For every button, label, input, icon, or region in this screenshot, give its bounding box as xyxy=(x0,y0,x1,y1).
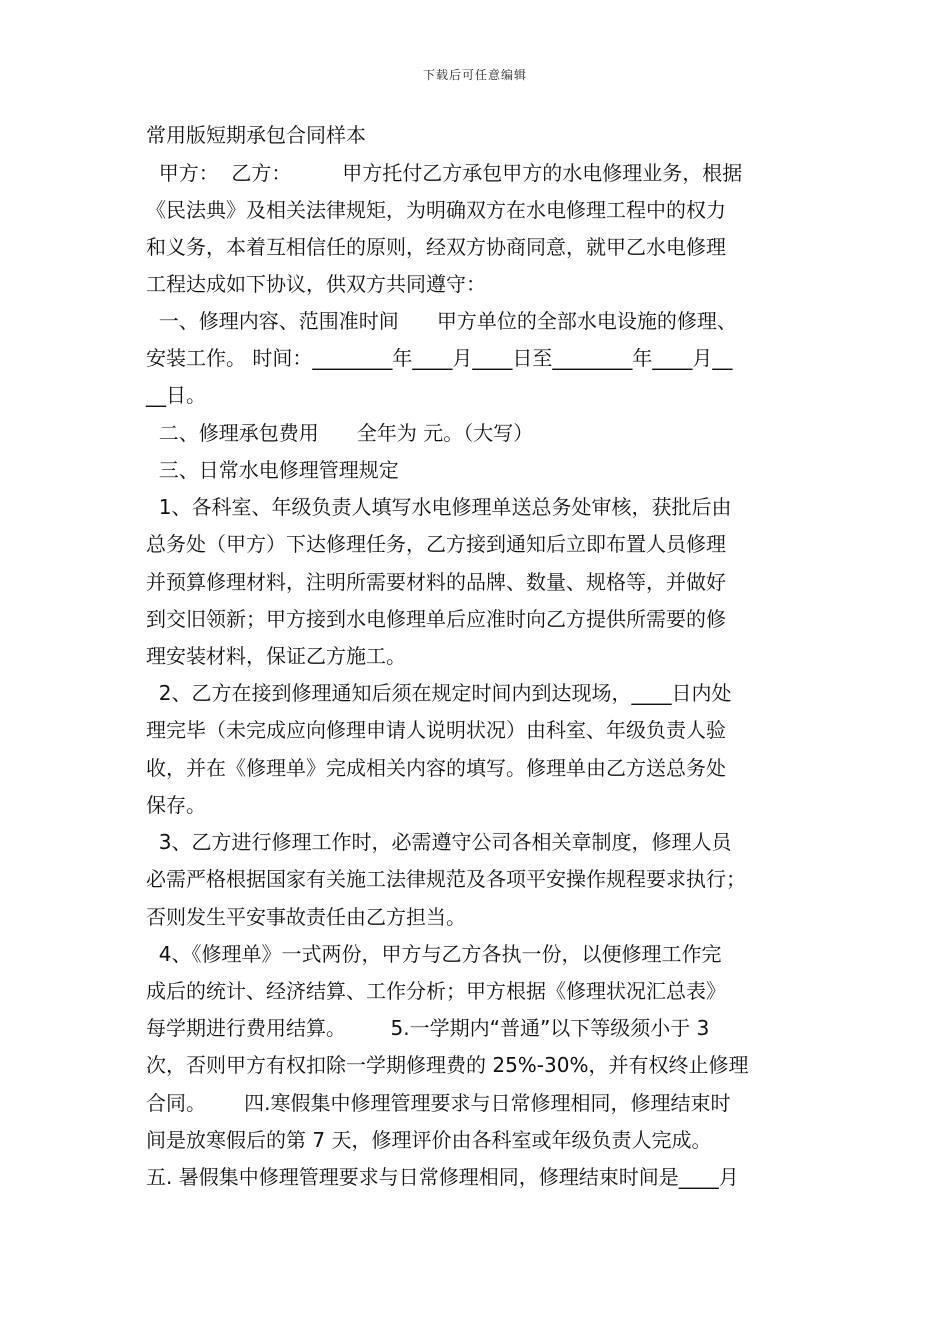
text-line: 次，否则甲方有权扣除一学期修理费的 25%-30%，并有权终止修理 xyxy=(146,1053,749,1077)
text-line: 1、各科室、年级负责人填写水电修理单送总务处审核，获批后由 xyxy=(146,495,732,519)
document-title: 常用版短期承包合同样本 xyxy=(146,123,366,147)
text-line: 理完毕（未完成应向修理申请人说明状况）由科室、年级负责人验 xyxy=(146,718,726,742)
text-line: 五. 暑假集中修理管理要求与日常修理相同，修理结束时间是____月 xyxy=(146,1165,739,1189)
text-line: 4、《修理单》一式两份，甲方与乙方各执一份，以便修理工作完 xyxy=(146,942,722,966)
text-line: 间是放寒假后的第 7 天，修理评价由各科室或年级负责人完成。 xyxy=(146,1128,712,1152)
text-line: 保存。 xyxy=(146,793,206,817)
text-line: 3、乙方进行修理工作时，必需遵守公司各相关章制度，修理人员 xyxy=(146,830,732,854)
text-line: 甲方： 乙方： 甲方托付乙方承包甲方的水电修理业务，根据 xyxy=(146,161,743,185)
text-line: 理安装材料，保证乙方施工。 xyxy=(146,644,406,668)
text-line: 2、乙方在接到修理通知后须在规定时间内到达现场，____日内处 xyxy=(146,681,732,705)
text-line: __日。 xyxy=(146,383,206,407)
section-heading: 一、修理内容、范围准时间 甲方单位的全部水电设施的修理、 xyxy=(146,309,737,333)
text-line: 到交旧领新；甲方接到水电修理单后应准时向乙方提供所需要的修 xyxy=(146,607,726,631)
text-line: 必需严格根据国家有关施工法律规范及各项平安操作规程要求执行； xyxy=(146,867,746,891)
section-heading: 三、日常水电修理管理规定 xyxy=(146,458,399,482)
section-heading: 二、修理承包费用 全年为 元。（大写） xyxy=(146,421,534,445)
text-line: 合同。 四.寒假集中修理管理要求与日常修理相同，修理结束时 xyxy=(146,1091,731,1115)
page-header: 下载后可任意编辑 xyxy=(422,68,527,82)
text-line: 安装工作。 时间：________年____月____日至________年____月__ xyxy=(146,346,733,370)
text-line: 工程达成如下协议，供双方共同遵守： xyxy=(146,272,486,296)
text-line: 和义务，本着互相信任的原则，经双方协商同意，就甲乙水电修理 xyxy=(146,235,726,259)
text-line: 成后的统计、经济结算、工作分析；甲方根据《修理状况汇总表》 xyxy=(146,979,726,1003)
text-line: 否则发生平安事故责任由乙方担当。 xyxy=(146,905,466,929)
text-line: 总务处（甲方）下达修理任务，乙方接到通知后立即布置人员修理 xyxy=(146,532,726,556)
text-line: 并预算修理材料，注明所需要材料的品牌、数量、规格等，并做好 xyxy=(146,570,726,594)
text-line: 每学期进行费用结算。 5.一学期内“普通”以下等级须小于 3 xyxy=(146,1016,710,1040)
text-line: 收，并在《修理单》完成相关内容的填写。修理单由乙方送总务处 xyxy=(146,756,726,780)
text-line: 《民法典》及相关法律规矩，为明确双方在水电修理工程中的权力 xyxy=(146,198,726,222)
